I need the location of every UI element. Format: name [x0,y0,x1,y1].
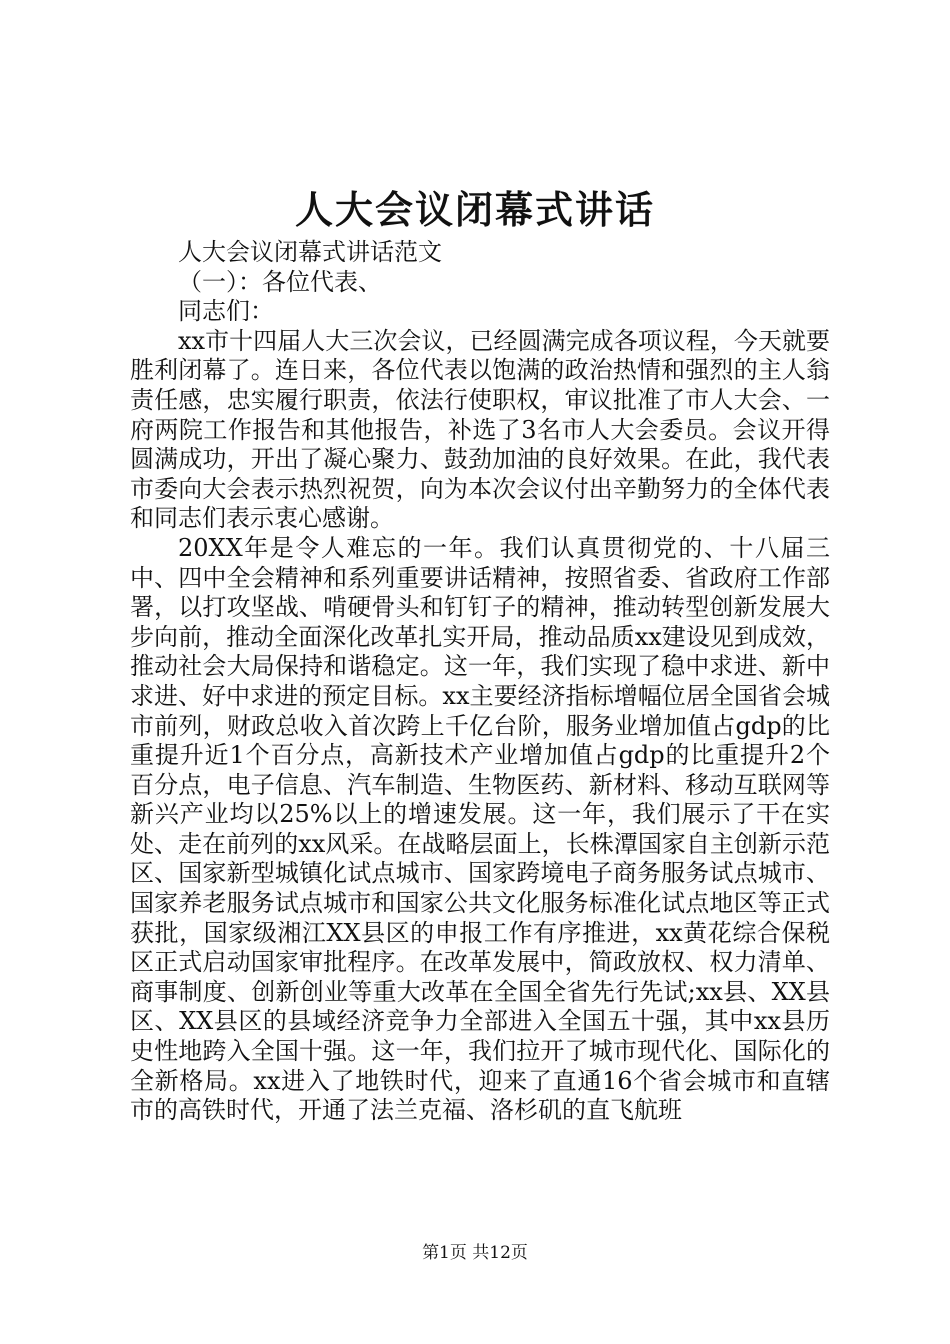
document-title: 人大会议闭幕式讲话 [294,187,655,232]
document-body [130,238,830,1126]
page-footer: 第1页 共12页 [422,1243,528,1263]
salutation-paragraph: 同志们： [178,297,274,326]
body-paragraph: xx市十四届人大三次会议，已经圆满完成各项议程，今天就要胜利闭幕了。连日来，各位代表以饱满的政治热情和强烈的主人翁责任感，忠实履行职责，依法行使职权，审议批准了市人大会、一府两院工作报告和其他报告，补选了3名市人大会委员。会议开得圆满成功，开出了凝心聚力、鼓劲加油的良好效果。在此，我代表市委向大会表示热烈祝贺，向为本次会议付出辛勤努力的全体代表和同志们表示衷心感谢。 [130,326,830,533]
body-paragraph: 20XX年是令人难忘的一年。我们认真贯彻党的、十八届三中、四中全会精神和系列重要讲话精神，按照省委、省政府工作部署，以打攻坚战、啃硬骨头和钉钉子的精神，推动转型创新发展大步向前，推动全面深化改革扎实开局，推动品质xx建设见到成效，推动社会大局保持和谐稳定。这一年，我们实现了稳中求进、新中求进、好中求进的预定目标。xx主要经济指标增幅位居全国省会城市前列，财政总收入首次跨上千亿台阶，服务业增加值占gdp的比重提升近1个百分点，高新技术产业增加值占gdp的比重提升2个百分点，电子信息、汽车制造、生物医药、新材料、移动互联网等新兴产业均以25%以上的增速发展。这一年，我们展示了干在实处、走在前列的xx风采。在战略层面上，长株潭国家自主创新示范区、国家新型城镇化试点城市、国家跨境电子商务服务试点城市、国家养老服务试点城市和国家公共文化服务标准化试点地区等正式获批，国家级湘江XX县区的申报工作有序推进，xx黄花综合保税区正式启动国家审批程序。在改革发展中，简政放权、权力清单、商事制度、创新创业等重大改革在全国全省先行先试;xx县、XX县区、XX县区的县域经济竞争力全部进入全国五十强，其中xx县历史性地跨入全国十强。这一年，我们拉开了城市现代化、国际化的全新格局。xx进入了地铁时代，迎来了直通16个省会城市和直辖市的高铁时代，开通了法兰克福、洛杉矶的直飞航班 [130,533,830,1125]
subtitle-paragraph: 人大会议闭幕式讲话范文 [178,238,442,266]
section-heading-paragraph: （一）：各位代表、 [178,267,382,296]
